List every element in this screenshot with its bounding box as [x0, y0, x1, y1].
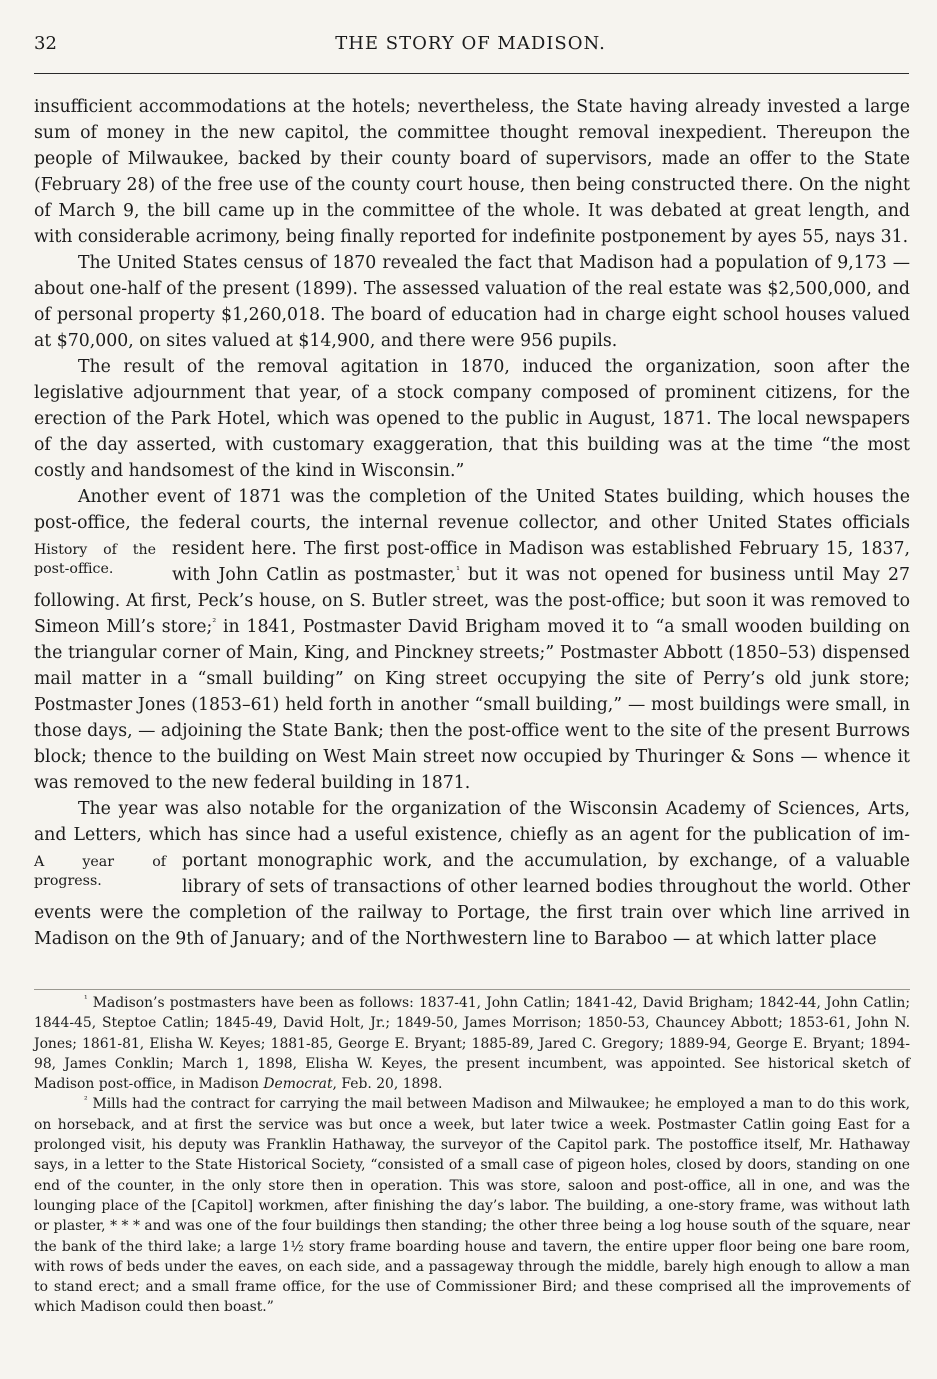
footnote-1-end: , Feb. 20, 1898. [332, 1076, 443, 1093]
paragraph-academy [34, 796, 910, 952]
margin-note-post-office: History of the post-office. [34, 542, 156, 577]
paragraph-park-hotel: The result of the removal agitation in 1870, induced the organization, soon after the legislative adjournment that year, of a stock company composed of prominent citizens, for the erection of the Park Hotel, which was opened to the public in August, 1871. The local newspapers of the day asserted, with customary exaggeration, that this building was at the time “the most costly and handsomest of the kind in Wisconsin.” [34, 357, 910, 481]
academy-text-lead: The year was also notable for the organization of the Wisconsin Academy of Sciences, Arts, and Letters, which has since had a useful existence, chiefly as an agent for the publication of im- [34, 799, 910, 845]
footnote-1 [34, 993, 910, 1094]
post-office-text-d: in 1841, Postmaster David Brigham moved it to “a small wooden building on the triangular corner of Main, King, and Pinckney streets;” Postmaster Abbott (1850–53) dispensed mail matter in a “small building” on King street occupying the site of Perry’s old junk store; Postmaster Jones (1853–61) held forth in another “small building,” — most buildings were small, in those days, — adjoining the State Bank; then the post-office went to the site of the present Burrows block; thence to the building on West Main street now occupied by Thuringer & Sons — whence it was removed to the new federal building in 1871. [34, 617, 910, 793]
footnote-ref-2[interactable]: ² [212, 617, 217, 629]
page-number: 32 [34, 33, 57, 54]
paragraph-hotels: insufficient accommodations at the hotels; nevertheless, the State having already invested a large sum of money in the new capitol, the committee thought removal inexpedient. Thereupon the people of Milwaukee, backed by their county board of supervisors, made an offer to the State (February 28) of the free use of the county court house, then being constructed there. On the night of March 9, the bill came up in the committee of the whole. It was debated at great length, and with considerable acrimony, being finally reported for indefinite postponement by ayes 55, nays 31. [34, 97, 910, 247]
header-rule [34, 73, 909, 74]
page-header [34, 33, 907, 61]
footnote-2-text: Mills had the contract for carrying the mail between Madison and Milwaukee; he employed a man to do this work, on horseback, and at first the service was but once a week, but later twice a week. Postmaster Catlin going East for a prolonged visit, his deputy was Franklin Hathaway, the surveyor of the Capitol park. The postoffice itself, Mr. Hathaway says, in a letter to the State Historical Society, “consisted of a small case of pigeon holes, closed by doors, standing on one end of the counter, in the only store then in operation. This was store, saloon and post-office, all in one, and was the lounging place of the [Capitol] workmen, after finishing the day’s labor. The building, a one-story frame, was without lath or plaster, * * * and was one of the four buildings then standing; the other three being a log house south of the square, near the bank of the third lake; a large 1½ story frame boarding house and tavern, the entire upper floor being one bare room, with rows of beds under the eaves, on each side, and a passageway through the middle, barely high enough to allow a man to stand erect; and a small frame office, for the use of Commissioner Bird; and these comprised all the improvements of which Madison could then boast.” [34, 1096, 910, 1316]
footnote-2 [34, 1094, 910, 1317]
footnotes [34, 993, 910, 1318]
paragraph-post-office [34, 484, 910, 796]
footnote-2-mark: ² [84, 1095, 88, 1106]
post-office-text-lead: Another event of 1871 was the completion of the United States building, which houses the post-office, the federal courts, the internal revenue collector, and other United States officials [34, 487, 910, 533]
post-office-text-c: but it was not opened for business until May 27 following. At first, Peck’s house, on S. Butler street, was the post-office; but soon it was removed to Simeon Mill’s store; [34, 565, 910, 637]
footnote-1-text: Madison’s postmasters have been as follows: 1837-41, John Catlin; 1841-42, David Brigham; 1842-44, John Catlin; 1844-45, Steptoe Catlin; 1845-49, David Holt, Jr.; 1849-50, James Morrison; 1850-53, Chauncey Abbott; 1853-61, John N. Jones; 1861-81, Elisha W. Keyes; 1881-85, George E. Bryant; 1885-89, Jared C. Gregory; 1889-94, George E. Bryant; 1894-98, James Conklin; March 1, 1898, Elisha W. Keyes, the present incumbent, was appointed. See historical sketch of Madison post-office, in Madison [34, 995, 910, 1093]
margin-note-progress: A year of progress. [34, 854, 166, 889]
footnote-divider [34, 989, 910, 990]
running-title: THE STORY OF MADISON. [335, 33, 606, 54]
post-office-text-b: resident here. The first post-office in Madison was established February 15, 1837, with John Catlin as postmaster, [172, 539, 910, 585]
footnote-1-italic: Democrat [263, 1076, 333, 1093]
footnote-1-mark: ¹ [84, 994, 88, 1005]
footnote-ref-1[interactable]: ¹ [456, 565, 460, 577]
body-text [34, 94, 910, 952]
paragraph-census: The United States census of 1870 revealed the fact that Madison had a population of 9,173 — about one-half of the present (1899). The assessed valuation of the real estate was $2,500,000, and of personal property $1,260,018. The board of education had in charge eight school houses valued at $70,000, on sites valued at $14,900, and there were 956 pupils. [34, 253, 910, 351]
academy-text-b: portant monographic work, and the accumulation, by exchange, of a valuable library of sets of transactions of other learned bodies throughout the world. Other events were the completion of the railway to Portage, the first train over which line arrived in Madison on the 9th of January; and of the Northwestern line to Baraboo — at which latter place [34, 851, 910, 949]
